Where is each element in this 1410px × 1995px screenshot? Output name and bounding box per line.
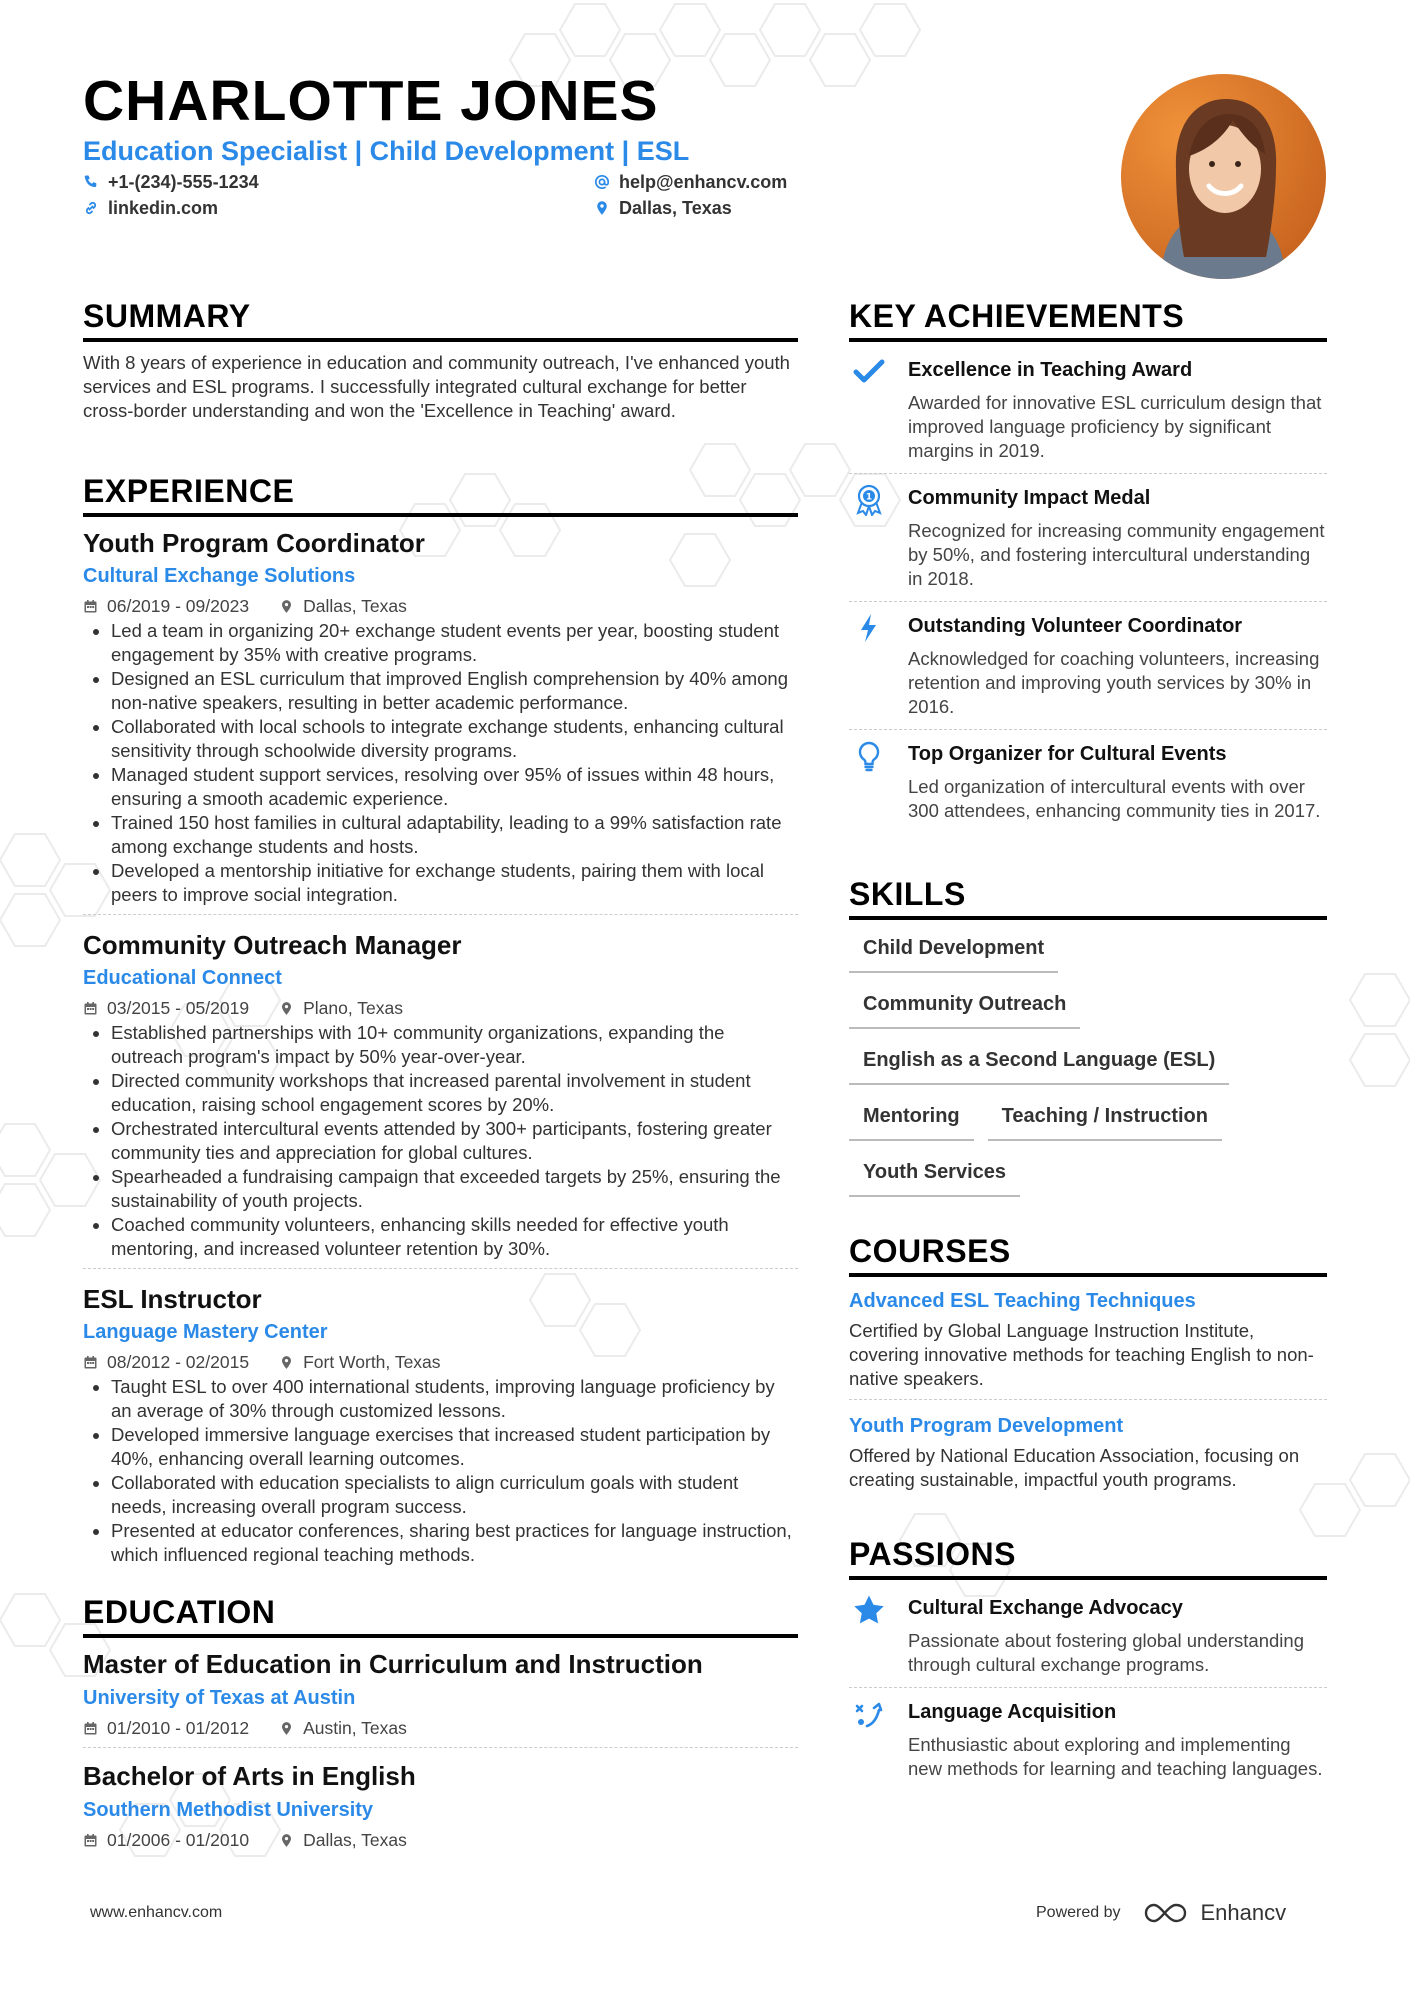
phone-icon [83,174,99,190]
powered-by-label: Powered by [1036,1904,1121,1921]
skill-tag: English as a Second Language (ESL) [849,1046,1229,1085]
location-pin-icon [279,1001,294,1016]
job-role: ESL Instructor [83,1284,262,1314]
passions-title: PASSIONS [849,1534,1327,1580]
enhancv-logo-icon [1143,1902,1193,1924]
email-text[interactable]: help@enhancv.com [619,172,788,192]
footer-branding [1036,1900,1286,1926]
job-bullet: • Developed immersive language exercises that increased student participation by 40%, enhancing overall learning outcomes. [111,1423,798,1471]
job-bullet: • Presented at educator conferences, sharing best practices for language instruction, which influenced regional teaching methods. [111,1519,798,1567]
location-pin-icon [279,599,294,614]
school-name[interactable]: University of Texas at Austin [83,1687,356,1709]
summary-text: With 8 years of experience in education and community outreach, I've enhanced youth services and ESL programs. I successfully integrated cultural exchange for better cross-border understanding and won the 'Excellence in Teaching' award. [83,352,790,421]
achievements-item [849,484,1327,602]
skills-title: SKILLS [849,874,1327,920]
location-pin-icon [279,1833,294,1848]
education-list [83,1648,798,1859]
passions-item [849,1594,1327,1688]
phone-contact [83,170,259,194]
school-name[interactable]: Southern Methodist University [83,1799,374,1821]
date-range: 06/2019 - 09/2023 [107,596,250,616]
linkedin-text[interactable]: linkedin.com [108,198,219,218]
enhancv-logo[interactable] [1143,1900,1287,1926]
summary-section [83,296,798,423]
location-pin-icon [279,1355,294,1370]
achievements-item-title: Community Impact Medal [908,487,1151,509]
location [279,1351,440,1373]
course-title[interactable]: Youth Program Development [849,1415,1124,1437]
calendar-icon [83,1721,98,1736]
education-entry [83,1760,798,1859]
checkmark-icon [853,356,885,388]
star-icon [853,1594,885,1626]
degree-title: Bachelor of Arts in English [83,1761,416,1791]
courses-title: COURSES [849,1231,1327,1277]
location-text: Dallas, Texas [303,1830,407,1850]
job-bullet: • Coached community volunteers, enhancing skills needed for effective youth mentoring, and increased volunteer retention by 30%. [111,1213,798,1261]
candidate-name: CHARLOTTE JONES [83,69,659,133]
skill-tag: Community Outreach [849,990,1080,1029]
svg-text:1: 1 [865,492,873,503]
location [279,1829,407,1851]
job-role: Youth Program Coordinator [83,528,425,558]
date-range: 08/2012 - 02/2015 [107,1352,250,1372]
passions-item [849,1698,1327,1791]
job-company[interactable]: Educational Connect [83,967,282,989]
job-bullet: • Managed student support services, resolving over 95% of issues within 48 hours, ensuring a smooth academic experience. [111,763,798,811]
achievements-item [849,356,1327,474]
job-role: Community Outreach Manager [83,930,462,960]
achievements-item [849,612,1327,730]
job-bullet: • Designed an ESL curriculum that improved English comprehension by 40% among non-native speakers, resulting in better academic performance. [111,667,798,715]
skill-tag: Mentoring [849,1102,974,1141]
link-icon [83,200,99,216]
meta-row [83,997,798,1019]
experience-section [83,471,798,1574]
experience-title: EXPERIENCE [83,471,798,517]
achievements-item-title: Outstanding Volunteer Coordinator [908,615,1243,637]
enhancv-brand-text: Enhancv [1200,1900,1287,1925]
achievements-item [849,740,1327,833]
meta-row [83,595,798,617]
passions-list [849,1594,1327,1791]
translate-icon [853,1698,885,1730]
job-company[interactable]: Language Mastery Center [83,1321,328,1343]
degree-title: Master of Education in Curriculum and Instruction [83,1649,703,1679]
at-icon [594,174,610,190]
job-bullet: • Taught ESL to over 400 international students, improving language proficiency by an average of 30% through customized lessons. [111,1375,798,1423]
job-bullet: • Directed community workshops that increased parental involvement in student education, raising school engagement scores by 20%. [111,1069,798,1117]
courses-section [849,1231,1327,1500]
achievements-item-title: Top Organizer for Cultural Events [908,743,1227,765]
meta-row [83,1717,798,1739]
calendar-icon [83,599,98,614]
passions-item-title: Language Acquisition [908,1701,1117,1723]
location [279,1717,407,1739]
job-bullets [83,1375,798,1567]
location-text: Austin, Texas [303,1718,407,1738]
job-bullets [83,1021,798,1261]
experience-list [83,527,798,1574]
achievements-item-title: Excellence in Teaching Award [908,359,1193,381]
skill-tag: Child Development [849,934,1058,973]
job-bullet: • Spearheaded a fundraising campaign that exceeded targets by 25%, ensuring the sustainability of youth projects. [111,1165,798,1213]
job-bullet: • Orchestrated intercultural events attended by 300+ participants, fostering greater community ties and appreciation for global cultures. [111,1117,798,1165]
location-text: Plano, Texas [303,998,403,1018]
meta-row [83,1351,798,1373]
achievements-list [849,356,1327,833]
passions-section [849,1534,1327,1791]
lightning-icon [853,612,885,644]
achievements-section [849,296,1327,833]
email-contact [594,170,787,194]
location-text: Fort Worth, Texas [303,1352,441,1372]
passions-item-title: Cultural Exchange Advocacy [908,1597,1183,1619]
location-pin-icon [594,200,610,216]
phone-text[interactable]: +1-(234)-555-1234 [108,172,259,192]
course-desc: Offered by National Education Association, focusing on creating sustainable, impactful youth programs. [849,1445,1300,1490]
achievements-item-desc: Recognized for increasing community engagement by 50%, and fostering intercultural understanding in 2018. [908,520,1325,589]
calendar-icon [83,1355,98,1370]
footer-website[interactable]: www.enhancv.com [90,1904,223,1921]
job-entry [83,527,798,915]
location-pin-icon [279,1721,294,1736]
calendar-icon [83,1001,98,1016]
meta-row [83,1829,798,1851]
passions-item-desc: Passionate about fostering global understanding through cultural exchange programs. [908,1630,1304,1675]
job-bullet: • Developed a mentorship initiative for exchange students, pairing them with local peers to improve social integration. [111,859,798,907]
course-item [849,1412,1327,1500]
education-entry [83,1648,798,1748]
candidate-tagline: Education Specialist | Child Development | ESL [83,136,690,166]
course-item [849,1287,1327,1400]
course-desc: Certified by Global Language Instruction Institute, covering innovative methods for teaching English to non-native speakers. [849,1320,1314,1389]
skills-section [849,874,1327,1214]
location-contact [594,196,732,220]
profile-photo [1121,74,1326,279]
job-entry [83,1283,798,1574]
passions-item-desc: Enthusiastic about exploring and implementing new methods for learning and teaching languages. [908,1734,1323,1779]
date-range: 01/2006 - 01/2010 [107,1830,250,1850]
skills-list [849,934,1327,1197]
achievements-item-desc: Awarded for innovative ESL curriculum design that improved language proficiency by significant margins in 2019. [908,392,1322,461]
job-entry [83,929,798,1269]
job-bullet: • Established partnerships with 10+ community organizations, expanding the outreach program's impact by 50% year-over-year. [111,1021,798,1069]
achievements-item-desc: Acknowledged for coaching volunteers, increasing retention and improving youth services by 30% in 2016. [908,648,1320,717]
date-range: 03/2015 - 05/2019 [107,998,250,1018]
location [279,595,407,617]
skill-tag: Teaching / Instruction [988,1102,1222,1141]
location-text: Dallas, Texas [619,198,732,218]
medal-icon [853,484,885,516]
course-title[interactable]: Advanced ESL Teaching Techniques [849,1290,1196,1312]
linkedin-contact [83,196,218,220]
job-bullet: • Trained 150 host families in cultural adaptability, leading to a 99% satisfaction rate among exchange students and hosts. [111,811,798,859]
education-title: EDUCATION [83,1592,798,1638]
date-range: 01/2010 - 01/2012 [107,1718,250,1738]
location-text: Dallas, Texas [303,596,407,616]
courses-list [849,1287,1327,1500]
skill-tag: Youth Services [849,1158,1020,1197]
job-company[interactable]: Cultural Exchange Solutions [83,565,356,587]
location [279,997,403,1019]
job-bullet: • Collaborated with local schools to integrate exchange students, enhancing cultural sensitivity through schoolwide diversity programs. [111,715,798,763]
lightbulb-icon [853,740,885,772]
job-bullet: • Collaborated with education specialists to align curriculum goals with student needs, increasing overall program success. [111,1471,798,1519]
summary-title: SUMMARY [83,296,798,342]
achievements-title: KEY ACHIEVEMENTS [849,296,1327,342]
job-bullet: • Led a team in organizing 20+ exchange student events per year, boosting student engagement by 35% with creative programs. [111,619,798,667]
education-section [83,1592,798,1859]
calendar-icon [83,1833,98,1848]
achievements-item-desc: Led organization of intercultural events with over 300 attendees, enhancing community ties in 2017. [908,776,1321,821]
job-bullets [83,619,798,907]
